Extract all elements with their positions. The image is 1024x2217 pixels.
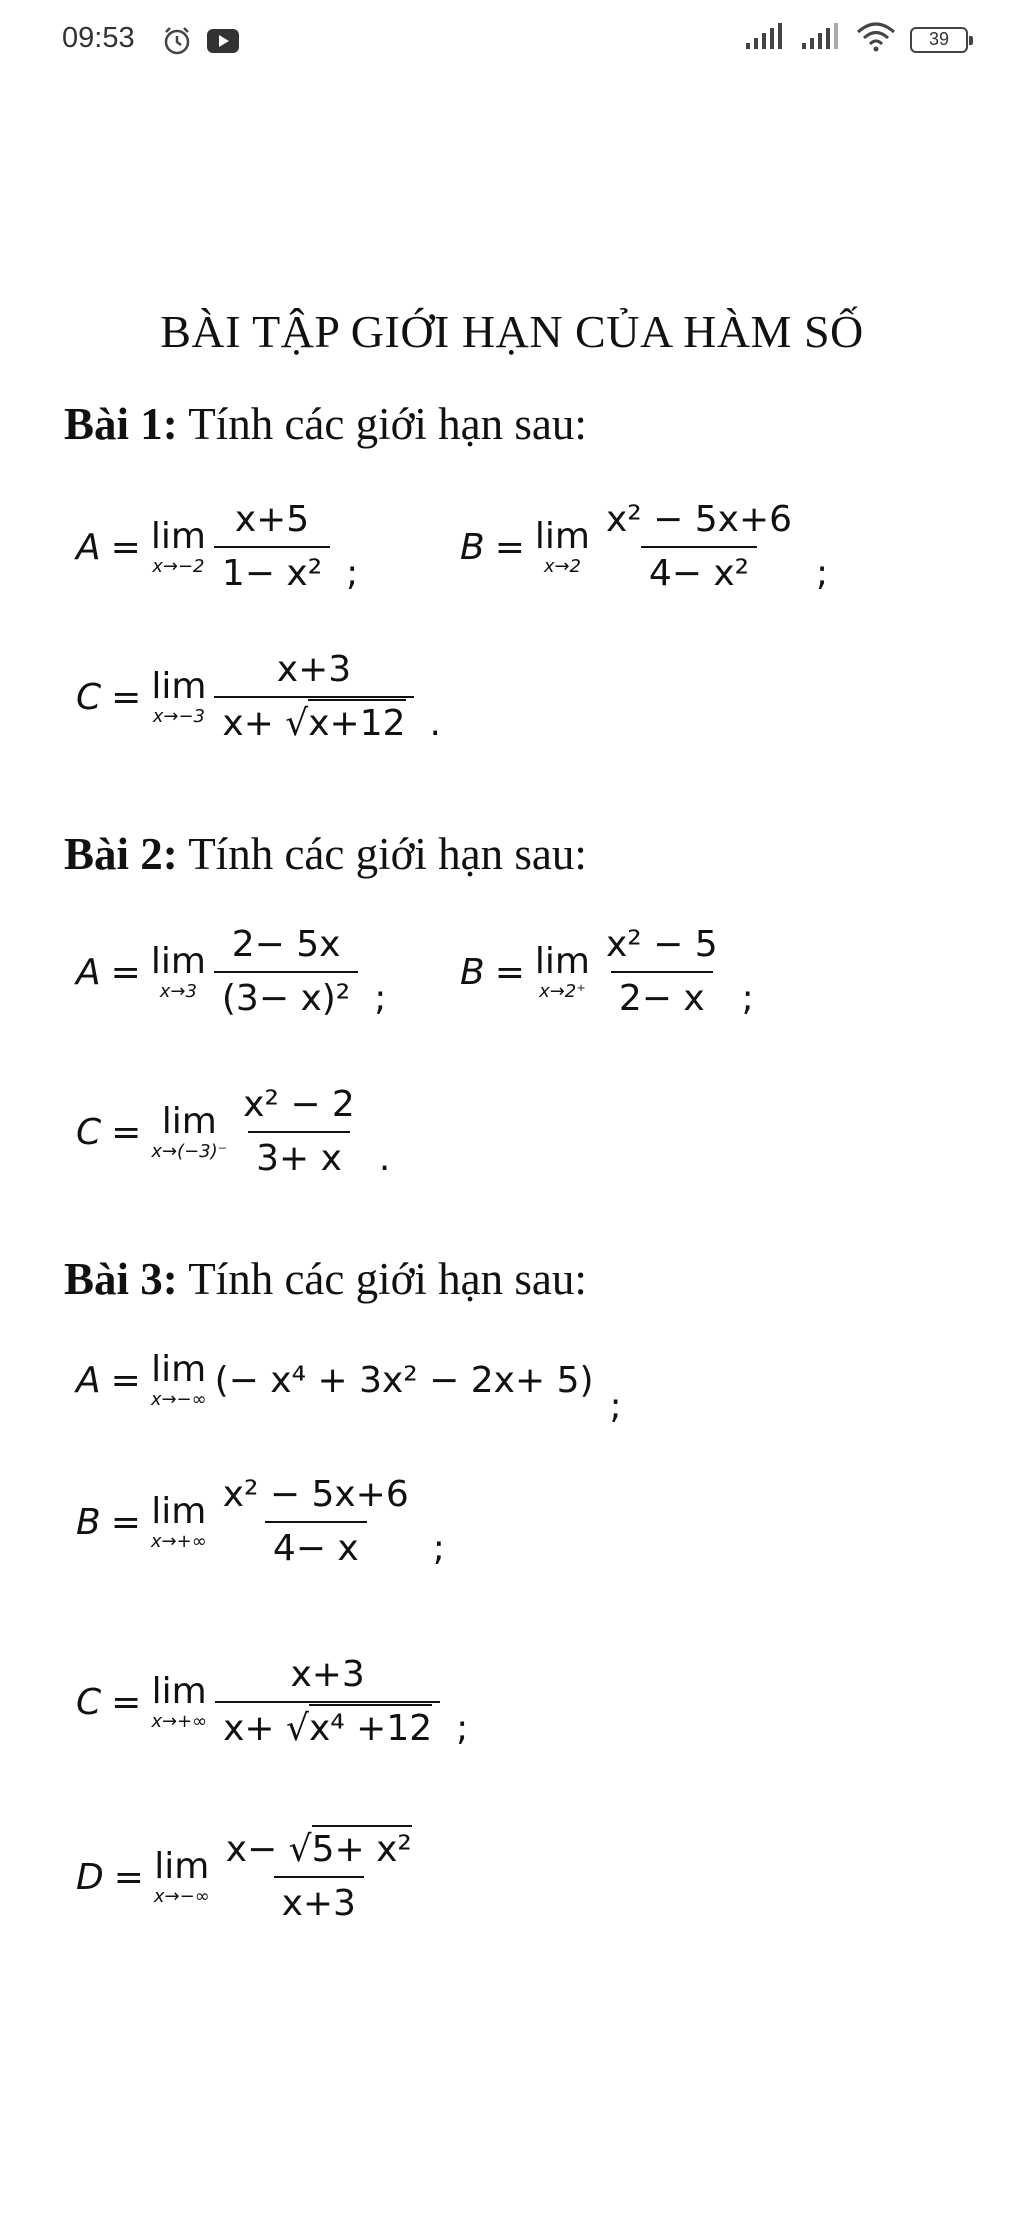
formula-end: ;	[346, 552, 359, 594]
formula-b1-A: A = lim x→−2 $\frac{x+5}{\text{1− x²}}$ ;	[76, 499, 359, 594]
limit-operator: lim x→2⁺	[534, 941, 590, 1002]
formula-name: B	[460, 951, 485, 993]
denominator	[214, 696, 413, 744]
expression: (− x⁴ + 3x² − 2x+ 5)	[214, 1359, 594, 1401]
numerator: x² − 5x+6	[605, 499, 793, 540]
limit-subscript: x→2	[543, 556, 581, 577]
formula-b3-D: D = lim x→−∞ $\frac{\text{x− √5+ x²}}{x+3}$	[76, 1830, 420, 1924]
youtube-icon	[206, 28, 240, 59]
fraction	[598, 500, 800, 594]
denominator: 2− x	[611, 971, 713, 1019]
denominator: 4− x²	[641, 546, 757, 594]
section-heading-2	[64, 828, 587, 880]
radicand: x+12	[308, 699, 405, 744]
denominator: 3+ x	[248, 1131, 350, 1179]
denominator-prefix: x+ √	[223, 1708, 309, 1749]
numerator-prefix: x− √	[225, 1829, 312, 1870]
numerator: 2− 5x	[231, 924, 341, 965]
formula-end: ;	[432, 1527, 445, 1569]
formula-end: ;	[741, 977, 754, 1019]
alarm-icon	[160, 24, 194, 63]
battery-icon: 39	[910, 27, 968, 53]
denominator-prefix: x+ √	[222, 703, 309, 744]
denominator: (3− x)²	[214, 971, 358, 1019]
section-label: Bài 2:	[64, 829, 178, 879]
limit-operator: lim x→2	[534, 516, 590, 577]
limit-subscript: x→(−3)⁻	[151, 1141, 228, 1162]
numerator: x² − 5x+6	[222, 1474, 409, 1515]
formula-b3-A: A = lim x→−∞ (− x⁴ + 3x² − 2x+ 5) ;	[76, 1349, 622, 1427]
limit-subscript: x→−3	[152, 706, 205, 727]
formula-b1-C: C = lim x→−3 $\frac{x+3}{x+ √x+12}$ .	[76, 649, 441, 744]
status-icons	[744, 22, 968, 57]
wifi-icon	[856, 22, 896, 57]
denominator: 1− x²	[214, 546, 330, 594]
limit-operator: lim x→3	[150, 941, 206, 1002]
fraction	[215, 1655, 440, 1749]
denominator: 4− x	[265, 1521, 367, 1569]
limit-operator: lim x→−3	[151, 666, 207, 727]
limit-subscript: x→2⁺	[539, 981, 586, 1002]
section-label: Bài 1:	[64, 399, 178, 449]
formula-end: ;	[374, 977, 387, 1019]
fraction	[215, 1475, 417, 1569]
status-time: 09:53	[62, 22, 135, 54]
numerator	[218, 1830, 420, 1876]
radicand: x⁴ +12	[309, 1704, 432, 1749]
numerator: x² − 5	[605, 924, 718, 965]
section-text: Tính các giới hạn sau:	[188, 829, 587, 879]
limit-subscript: x→−∞	[153, 1886, 210, 1907]
formula-end: ;	[816, 552, 829, 594]
formula-b2-A: A = lim x→3 $\frac{2- 5x}{\text{(3− x)²}}$ ;	[76, 924, 387, 1019]
formula-b2-C: C = lim x→(−3)⁻ $\frac{\text{x² − 2}}{3+ x}$ .	[76, 1084, 391, 1179]
fraction	[214, 500, 330, 594]
limit-operator: lim x→+∞	[150, 1491, 207, 1552]
formula-b3-C: C = lim x→+∞ $\frac{x+3}{\text{x+ √x⁴ +12}}$ ;	[76, 1654, 469, 1749]
formula-name: B	[460, 526, 485, 568]
limit-operator: lim x→+∞	[151, 1671, 208, 1732]
numerator: x+5	[234, 499, 310, 540]
status-bar	[0, 0, 1024, 84]
formula-name: D	[76, 1856, 104, 1898]
denominator	[215, 1701, 440, 1749]
formula-name: C	[76, 676, 102, 718]
fraction	[214, 925, 358, 1019]
formula-name: B	[76, 1501, 101, 1543]
numerator: x+3	[276, 649, 352, 690]
limit-subscript: x→−2	[152, 556, 205, 577]
signal-icon	[744, 23, 786, 56]
formula-name: C	[76, 1681, 102, 1723]
limit-subscript: x→−∞	[150, 1389, 207, 1410]
section-heading-3	[64, 1253, 587, 1305]
formula-end: ;	[609, 1385, 622, 1427]
limit-subscript: x→3	[159, 981, 197, 1002]
formula-name: C	[76, 1111, 102, 1153]
numerator: x² − 2	[243, 1084, 355, 1125]
denominator: x+3	[274, 1876, 364, 1924]
formula-name: A	[76, 526, 101, 568]
fraction	[598, 925, 726, 1019]
limit-subscript: x→+∞	[150, 1531, 207, 1552]
formula-end: ;	[456, 1707, 469, 1749]
radicand: 5+ x²	[312, 1825, 412, 1870]
formula-end: .	[378, 1137, 391, 1179]
section-text: Tính các giới hạn sau:	[188, 399, 587, 449]
formula-b1-B: B = lim x→2 $\frac{\text{x² − 5x+6}}{\text{4− x²}}$ ;	[460, 499, 829, 594]
formula-name: A	[76, 1359, 101, 1401]
fraction	[218, 1830, 420, 1924]
formula-name: A	[76, 951, 101, 993]
limit-operator: lim x→−2	[150, 516, 206, 577]
formula-end: .	[429, 702, 441, 744]
formula-b3-B: B = lim x→+∞ $\frac{\text{x² − 5x+6}}{4- x}$ ;	[76, 1474, 445, 1569]
document-title: BÀI TẬP GIỚI HẠN CỦA HÀM SỐ	[160, 306, 864, 357]
signal-icon	[800, 23, 842, 56]
numerator: x+3	[290, 1654, 365, 1695]
fraction	[235, 1085, 363, 1179]
limit-operator: lim x→−∞	[153, 1846, 210, 1907]
section-text: Tính các giới hạn sau:	[188, 1254, 587, 1304]
fraction	[214, 650, 413, 744]
section-heading-1	[64, 398, 587, 450]
limit-subscript: x→+∞	[151, 1711, 208, 1732]
section-label: Bài 3:	[64, 1254, 178, 1304]
limit-operator: lim x→(−3)⁻	[151, 1101, 228, 1162]
formula-b2-B: B = lim x→2⁺ $\frac{\text{x² − 5}}{2- x}$ ;	[460, 924, 754, 1019]
limit-operator: lim x→−∞	[150, 1349, 207, 1410]
